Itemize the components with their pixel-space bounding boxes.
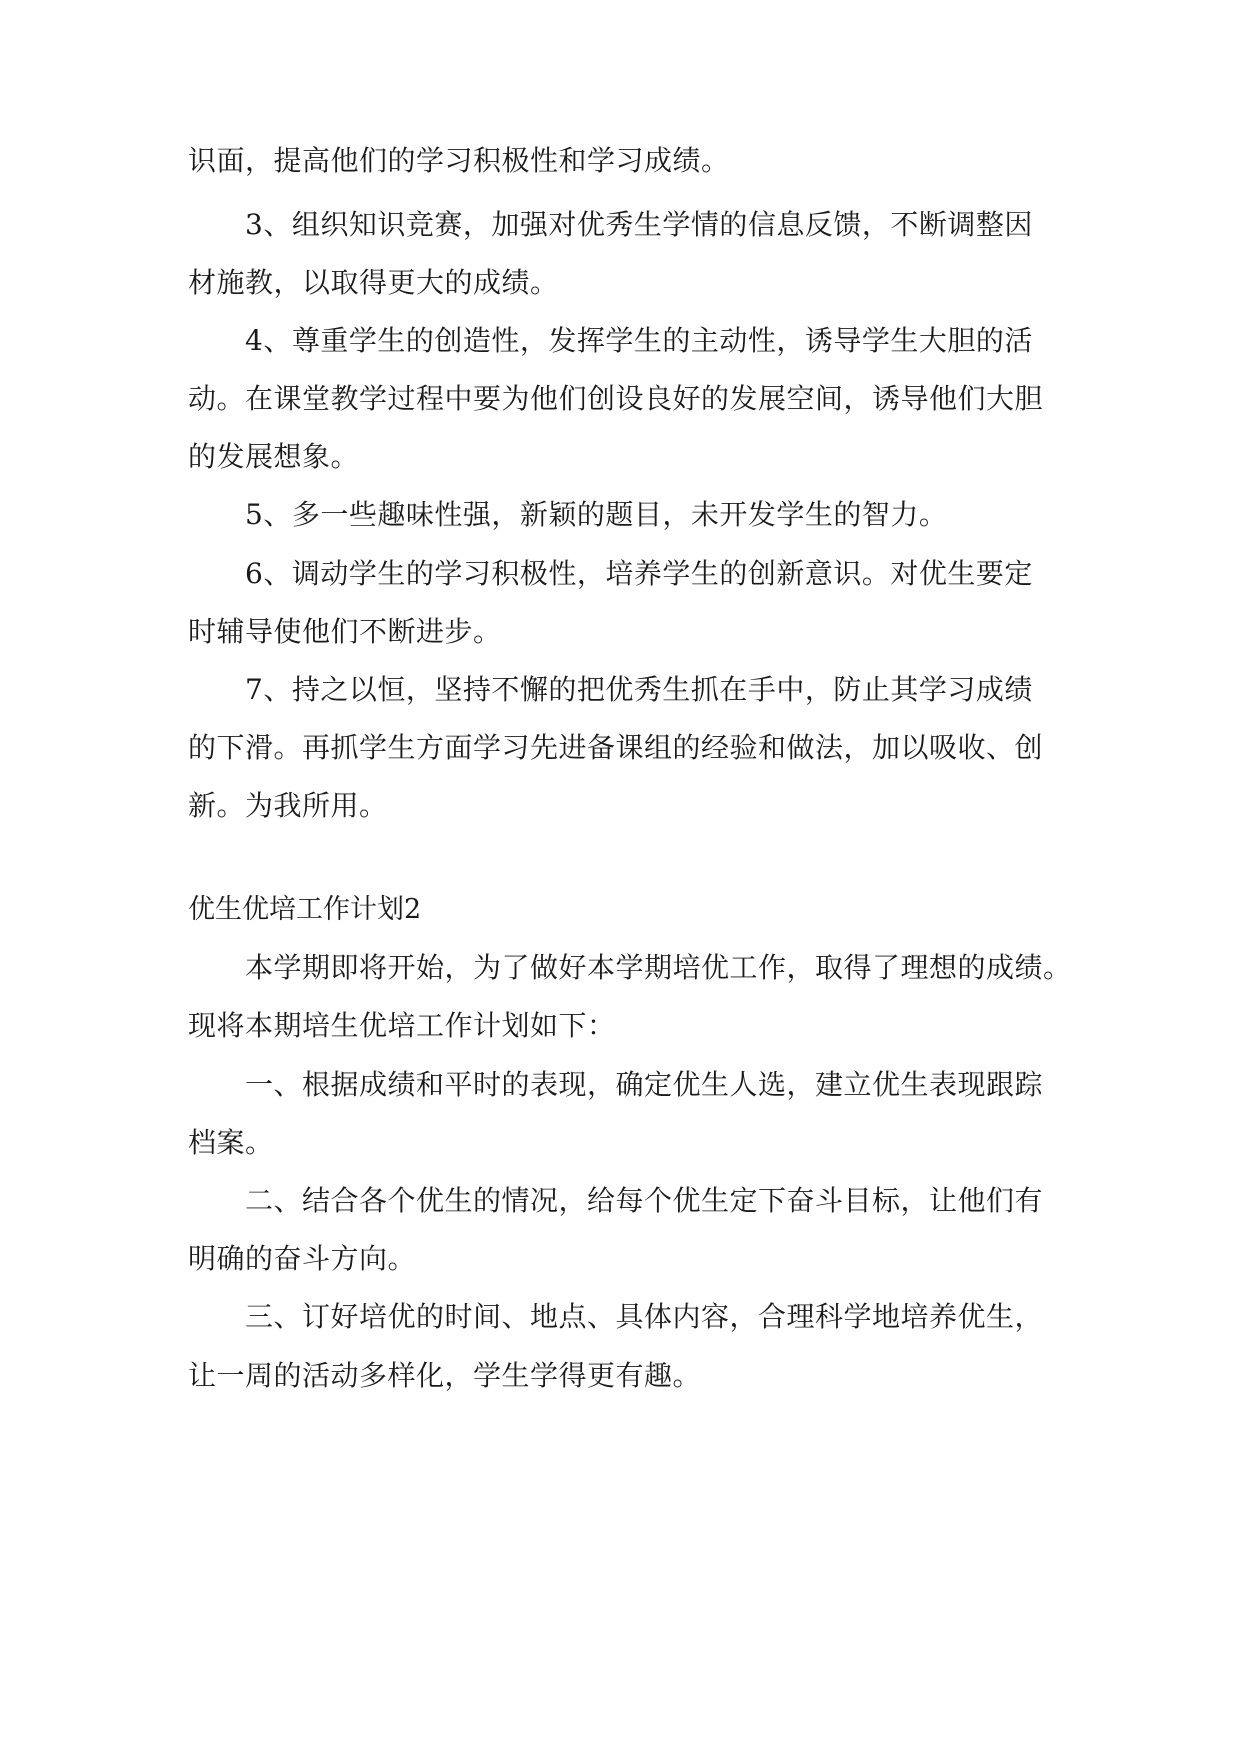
paragraph-line: 的发展想象。 xyxy=(188,440,360,473)
paragraph-line: 本学期即将开始，为了做好本学期培优工作，取得了理想的成绩。 xyxy=(245,951,1072,984)
paragraph-line: 三、订好培优的时间、地点、具体内容，合理科学地培养优生， xyxy=(245,1300,1044,1333)
paragraph-line: 5、多一些趣味性强，新颖的题目，未开发学生的智力。 xyxy=(245,498,948,531)
paragraph-line: 6、调动学生的学习积极性，培养学生的创新意识。对优生要定 xyxy=(245,557,1033,590)
paragraph-line: 新。为我所用。 xyxy=(188,789,388,822)
paragraph-line: 一、根据成绩和平时的表现，确定优生人选，建立优生表现跟踪 xyxy=(245,1068,1044,1101)
paragraph-line: 明确的奋斗方向。 xyxy=(188,1242,417,1275)
paragraph-line: 让一周的活动多样化，学生学得更有趣。 xyxy=(188,1359,702,1392)
paragraph-line: 动。在课堂教学过程中要为他们创设良好的发展空间，诱导他们大胆 xyxy=(188,382,1044,415)
paragraph-line: 现将本期培生优培工作计划如下： xyxy=(188,1009,616,1042)
paragraph-line: 识面，提高他们的学习积极性和学习成绩。 xyxy=(188,144,730,177)
paragraph-line: 4、尊重学生的创造性，发挥学生的主动性，诱导学生大胆的活 xyxy=(245,324,1033,357)
paragraph-line: 的下滑。再抓学生方面学习先进备课组的经验和做法，加以吸收、创 xyxy=(188,731,1044,764)
paragraph-line: 材施教，以取得更大的成绩。 xyxy=(188,266,559,299)
paragraph-line: 二、结合各个优生的情况，给每个优生定下奋斗目标，让他们有 xyxy=(245,1184,1044,1217)
paragraph-line: 档案。 xyxy=(188,1126,274,1159)
paragraph-line: 3、组织知识竞赛，加强对优秀生学情的信息反馈，不断调整因 xyxy=(245,208,1033,241)
paragraph-line: 7、持之以恒，坚持不懈的把优秀生抓在手中，防止其学习成绩 xyxy=(245,673,1033,706)
section-title: 优生优培工作计划2 xyxy=(188,894,422,925)
paragraph-line: 时辅导使他们不断进步。 xyxy=(188,615,502,648)
